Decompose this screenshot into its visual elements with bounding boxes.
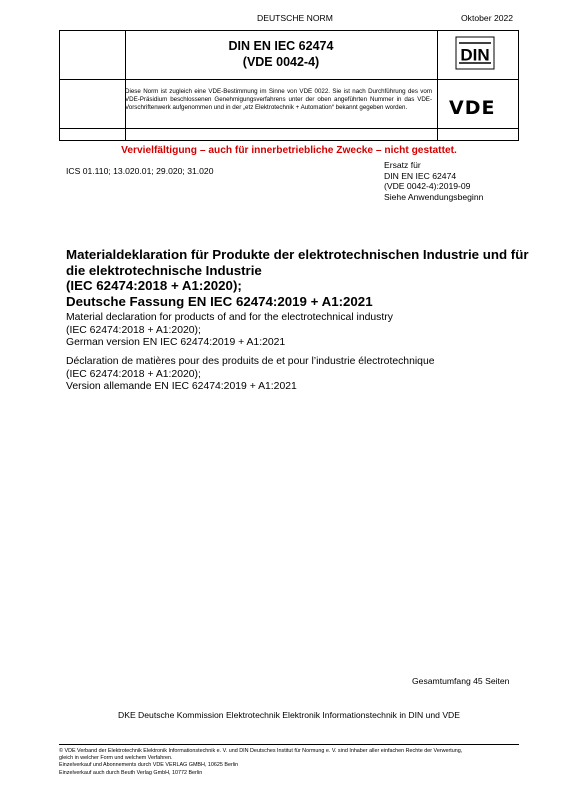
footer-line: gleich in welcher Form und welchem Verfahren. bbox=[59, 755, 173, 762]
committee: DKE Deutsche Kommission Elektrotechnik Elektronik Informationstechnik in DIN und VDE bbox=[118, 710, 460, 720]
title-french-line: (IEC 62474:2018 + A1:2020); bbox=[66, 368, 201, 380]
title-german-line: Materialdeklaration für Produkte der elektrotechnischen Industrie und für bbox=[66, 247, 529, 262]
title-box bbox=[59, 30, 519, 141]
vde-number: (VDE 0042-4) bbox=[242, 55, 320, 69]
vde-notice: Diese Norm ist zugleich eine VDE-Bestimmung im Sinne von VDE 0022. Sie ist nach Durchführung des vom VDE-Präsidium beschlossenen Genehmigungsverfahrens unter der oben angeführten Nummer in das VDE-Vorschriftenwerk aufgenommen und in der „etz Elektrotechnik + Automation“ bekannt gegeben worden. bbox=[125, 88, 432, 111]
replacement-line: DIN EN IEC 62474 bbox=[384, 170, 457, 181]
box-divider-bottom bbox=[60, 128, 518, 129]
box-divider-right bbox=[437, 31, 438, 140]
title-german-line: (IEC 62474:2018 + A1:2020); bbox=[66, 278, 242, 294]
replacement-line: Siehe Anwendungsbeginn bbox=[384, 191, 484, 202]
title-french bbox=[66, 356, 435, 394]
footer-line: Einzelverkauf und Abonnements durch VDE VERLAG GMBH, 10625 Berlin bbox=[59, 762, 239, 769]
box-divider-middle bbox=[60, 79, 518, 80]
replacement-line: (VDE 0042-4):2019-09 bbox=[384, 181, 471, 191]
replacement-line: Ersatz für bbox=[384, 160, 421, 170]
title-french-line: Déclaration de matières pour des produits de et pour l’industrie électrotechnique bbox=[66, 356, 435, 367]
title-german-line: die elektrotechnische Industrie bbox=[66, 262, 262, 278]
title-german bbox=[66, 247, 529, 309]
standard-number: DIN EN IEC 62474 bbox=[228, 39, 334, 53]
title-german-line: Deutsche Fassung EN IEC 62474:2019 + A1:2021 bbox=[66, 293, 373, 309]
din-logo-text: DIN bbox=[460, 45, 490, 65]
title-english-line: (IEC 62474:2018 + A1:2020); bbox=[66, 324, 201, 336]
title-english-line: German version EN IEC 62474:2019 + A1:2021 bbox=[66, 337, 286, 349]
copy-notice: Vervielfältigung – auch für innerbetriebliche Zwecke – nicht gestattet. bbox=[121, 145, 457, 156]
title-french-line: Version allemande EN IEC 62474:2019 + A1:2021 bbox=[66, 381, 297, 393]
din-logo bbox=[455, 36, 495, 70]
title-english bbox=[66, 312, 393, 350]
replacement-info bbox=[384, 160, 483, 202]
publication-date: Oktober 2022 bbox=[461, 13, 514, 23]
total-pages: Gesamtumfang 45 Seiten bbox=[412, 676, 510, 686]
document-type: DEUTSCHE NORM bbox=[257, 13, 333, 23]
ics-codes: ICS 01.110; 13.020.01; 29.020; 31.020 bbox=[66, 166, 214, 176]
copyright-footer bbox=[59, 748, 462, 777]
vde-logo: VDE bbox=[449, 97, 496, 119]
title-english-line: Material declaration for products of and for the electrotechnical industry bbox=[66, 312, 393, 323]
footer-line: © VDE Verband der Elektrotechnik Elektronik Informationstechnik e. V. und DIN Deutsches Institut für Normung e. V. sind Inhaber aller einfachen Rechte der Verwertung, bbox=[59, 748, 463, 754]
footer-rule bbox=[59, 744, 519, 745]
footer-line: Einzelverkauf auch durch Beuth Verlag GmbH, 10772 Berlin bbox=[59, 769, 203, 776]
